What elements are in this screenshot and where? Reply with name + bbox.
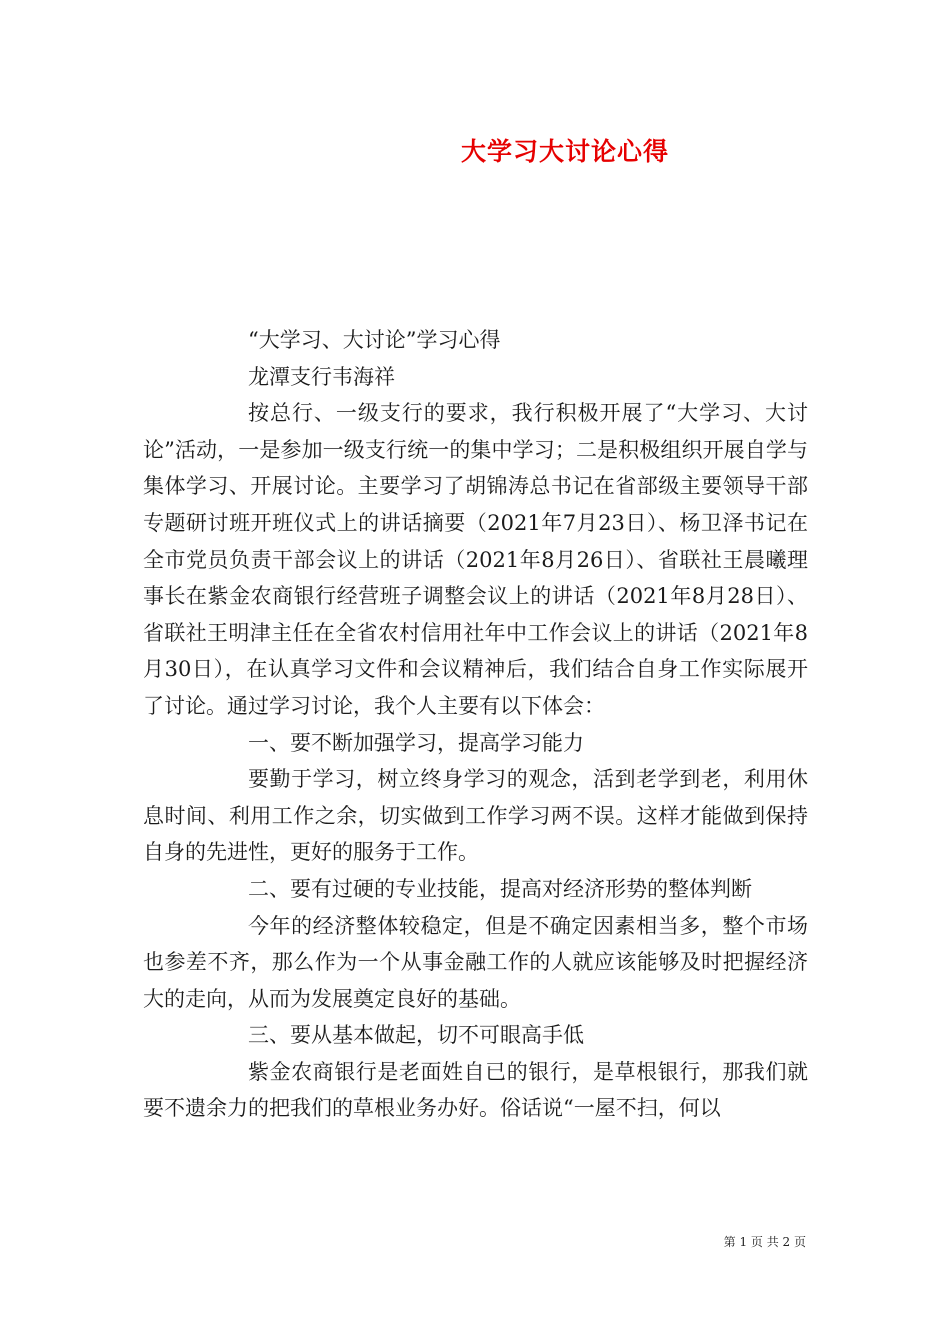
section-heading-2: 二、要有过硬的专业技能，提高对经济形势的整体判断: [248, 876, 752, 901]
paragraph-section-3: 紫金农商银行是老面姓自已的银行，是草根银行，那我们就要不遗余力的把我们的草根业务办好。俗话说“一屋不扫，何以: [143, 1059, 808, 1121]
document-title: 大学习大讨论心得: [460, 137, 669, 166]
document-body: [143, 322, 808, 1127]
page-number-footer: 第 1 页 共 2 页: [723, 1235, 806, 1249]
paragraph-section-2: 今年的经济整体较稳定，但是不确定因素相当多，整个市场也参差不齐，那么作为一个从事金融工作的人就应该能够及时把握经济大的走向，从而为发展奠定良好的基础。: [143, 913, 808, 1011]
section-heading-1: 一、要不断加强学习，提高学习能力: [248, 730, 584, 755]
paragraph-intro: 按总行、一级支行的要求，我行积极开展了“大学习、大讨论”活动，一是参加一级支行统一的集中学习；二是积极组织开展自学与集体学习、开展讨论。主要学习了胡锦涛总书记在省部级主要领导干部专题研讨班开班仪式上的讲话摘要（2021年7月23日）、杨卫泽书记在全市党员负责干部会议上的讲话（2021年8月26日）、省联社王晨曦理事长在紫金农商银行经营班子调整会议上的讲话（2021年8月28日）、省联社王明津主任在全省农村信用社年中工作会议上的讲话（2021年8月30日），在认真学习文件和会议精神后，我们结合自身工作实际展开了讨论。通过学习讨论，我个人主要有以下体会：: [143, 401, 808, 718]
paragraph-author: 龙潭支行韦海祥: [248, 364, 395, 389]
section-heading-3: 三、要从基本做起，切不可眼高手低: [248, 1023, 584, 1048]
paragraph-section-1: 要勤于学习，树立终身学习的观念，活到老学到老，利用休息时间、利用工作之余，切实做到工作学习两不误。这样才能做到保持自身的先进性，更好的服务于工作。: [143, 767, 808, 865]
paragraph-subtitle: “大学习、大讨论”学习心得: [248, 328, 501, 352]
